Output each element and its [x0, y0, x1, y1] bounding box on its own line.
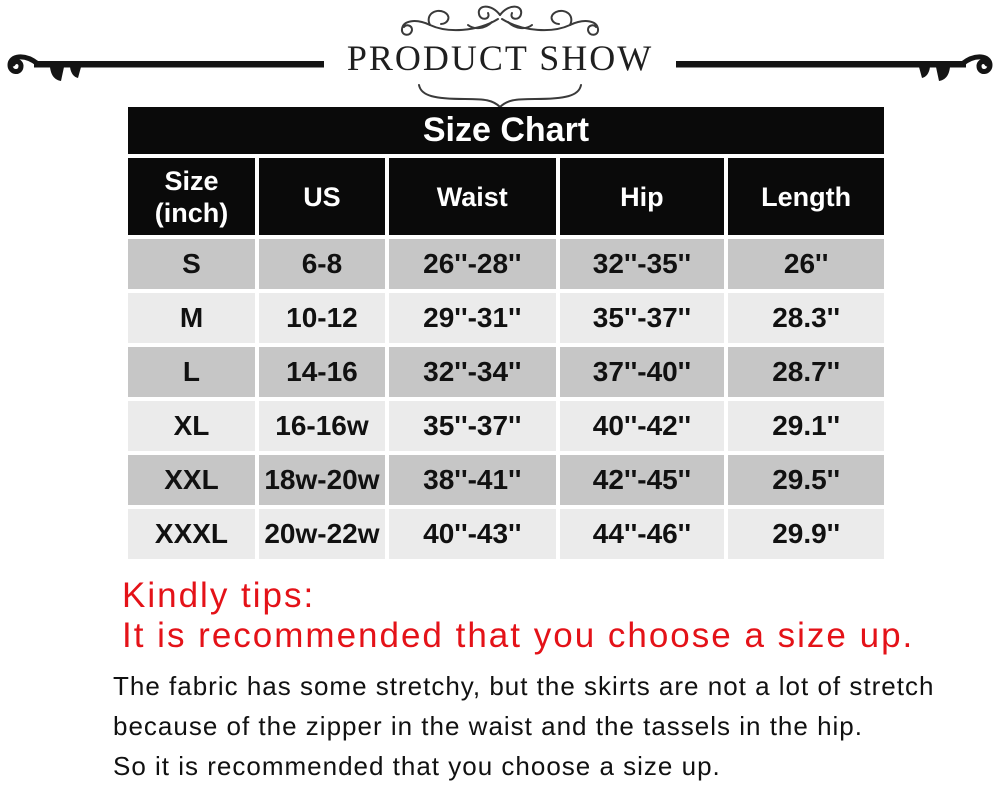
size-chart-title: Size Chart [128, 107, 884, 154]
column-header-size [128, 158, 255, 235]
table-cell-length: 29.5'' [728, 455, 884, 505]
tips-line: because of the zipper in the waist and the tassels in the hip. [113, 711, 863, 741]
column-header-waist [389, 158, 556, 235]
table-cell-us: 14-16 [259, 347, 385, 397]
column-header-label: Waist [436, 181, 508, 212]
size-chart-table [128, 107, 884, 559]
table-cell-waist: 38''-41'' [389, 455, 556, 505]
table-cell-size: XXL [128, 455, 255, 505]
table-cell-hip: 40''-42'' [560, 401, 725, 451]
column-header-sub: (inch) [154, 197, 229, 228]
table-cell-length: 28.3'' [728, 293, 884, 343]
table-cell-us: 20w-22w [259, 509, 385, 559]
column-header-length [728, 158, 884, 235]
table-cell-waist: 32''-34'' [389, 347, 556, 397]
tips-line: The fabric has some stretchy, but the skirts are not a lot of stretch [113, 671, 935, 701]
table-cell-hip: 35''-37'' [560, 293, 725, 343]
table-cell-length: 26'' [728, 239, 884, 289]
kindly-tips-heading: Kindly tips: [122, 576, 316, 615]
column-header-label: Length [761, 181, 852, 212]
column-header-us [259, 158, 385, 235]
table-cell-waist: 35''-37'' [389, 401, 556, 451]
table-cell-length: 29.9'' [728, 509, 884, 559]
table-cell-waist: 26''-28'' [389, 239, 556, 289]
column-header-label: Hip [620, 181, 664, 212]
column-header-label: US [303, 181, 341, 212]
column-header-hip [560, 158, 725, 235]
table-cell-size: XL [128, 401, 255, 451]
table-cell-us: 18w-20w [259, 455, 385, 505]
table-cell-length: 28.7'' [728, 347, 884, 397]
table-cell-length: 29.1'' [728, 401, 884, 451]
table-cell-waist: 40''-43'' [389, 509, 556, 559]
table-cell-waist: 29''-31'' [389, 293, 556, 343]
tips-line: So it is recommended that you choose a size up. [113, 751, 721, 781]
scroll-rule-icon [4, 48, 324, 82]
scroll-rule-icon [676, 48, 996, 82]
table-cell-us: 16-16w [259, 401, 385, 451]
table-cell-size: S [128, 239, 255, 289]
tips-paragraph [113, 666, 934, 786]
kindly-tips-block [122, 576, 914, 656]
table-cell-hip: 42''-45'' [560, 455, 725, 505]
table-cell-us: 6-8 [259, 239, 385, 289]
page-title: PRODUCT SHOW [346, 38, 654, 78]
table-cell-size: XXXL [128, 509, 255, 559]
curly-brace-icon [415, 82, 585, 108]
column-header-label: Size [164, 165, 219, 196]
table-cell-hip: 32''-35'' [560, 239, 725, 289]
table-cell-us: 10-12 [259, 293, 385, 343]
kindly-tips-subheading: It is recommended that you choose a size up. [122, 616, 915, 655]
table-cell-size: M [128, 293, 255, 343]
table-cell-hip: 37''-40'' [560, 347, 725, 397]
table-cell-hip: 44''-46'' [560, 509, 725, 559]
table-cell-size: L [128, 347, 255, 397]
